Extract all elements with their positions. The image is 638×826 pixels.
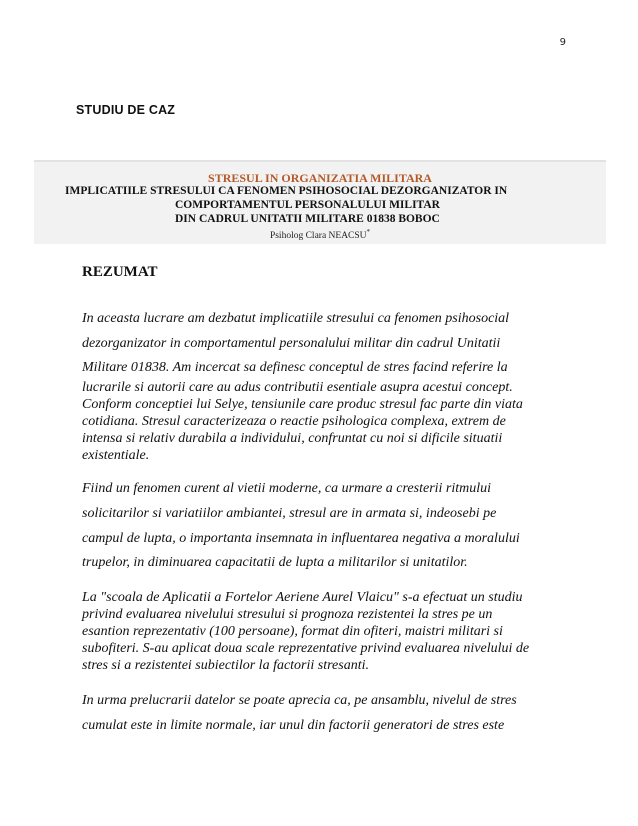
abstract-heading: REZUMAT <box>82 264 158 280</box>
article-subtitle-line-1: IMPLICATIILE STRESULUI CA FENOMEN PSIHOSOCIAL DEZORGANIZATOR IN <box>65 185 508 197</box>
author-footnote-mark: * <box>366 228 371 236</box>
article-subtitle-line-3: DIN CADRUL UNITATII MILITARE 01838 BOBOC <box>175 213 440 225</box>
title-banner <box>34 160 606 244</box>
author-line <box>34 228 606 241</box>
abstract-line: intensa si relativ durabila a individului, confruntat cu noi si dificile situatii <box>82 431 503 446</box>
abstract-line: subofiteri. S-au aplicat doua scale reprezentative privind evaluarea nivelului de <box>82 641 530 656</box>
abstract-line: Fiind un fenomen curent al vietii moderne, ca urmare a cresterii ritmului <box>82 481 492 496</box>
abstract-line: cumulat este in limite normale, iar unul din factorii generatori de stres este <box>82 718 505 733</box>
article-title: STRESUL IN ORGANIZATIA MILITARA <box>208 171 432 185</box>
article-subtitle-line-2: COMPORTAMENTUL PERSONALULUI MILITAR <box>175 199 440 211</box>
abstract-line: dezorganizator in comportamentul personalului militar din cadrul Unitatii <box>82 336 501 351</box>
abstract-line: existentiale. <box>82 448 150 463</box>
section-label: STUDIU DE CAZ <box>76 103 176 117</box>
page-number: 9 <box>559 37 566 48</box>
abstract-line: Conform conceptiei lui Selye, tensiunile care produc stresul fac parte din viata <box>82 397 523 412</box>
abstract-line: trupelor, in diminuarea capacitatii de lupta a militarilor si unitatilor. <box>82 555 468 570</box>
abstract-line: La "scoala de Aplicatii a Fortelor Aeriene Aurel Vlaicu" s-a efectuat un studiu <box>82 590 523 605</box>
abstract-line: stres si a rezistentei subiectilor la factorii stresanti. <box>82 658 369 673</box>
abstract-line: esantion reprezentativ (100 persoane), format din ofiteri, maistri militari si <box>82 624 503 639</box>
abstract-line: In urma prelucrarii datelor se poate aprecia ca, pe ansamblu, nivelul de stres <box>82 693 517 708</box>
abstract-line: campul de lupta, o importanta insemnata in influentarea negativa a moralului <box>82 531 520 546</box>
abstract-line: In aceasta lucrare am dezbatut implicatiile stresului ca fenomen psihosocial <box>82 311 510 326</box>
author-name: Psiholog Clara NEACSU <box>269 231 367 242</box>
abstract-line: Militare 01838. Am incercat sa definesc conceptul de stres facind referire la <box>82 360 508 375</box>
abstract-line: cotidiana. Stresul caracterizeaza o reactie psihologica complexa, extrem de <box>82 414 506 429</box>
abstract-line: solicitarilor si variatiilor ambiantei, stresul are in armata si, indeosebi pe <box>82 506 497 521</box>
abstract-line: privind evaluarea nivelului stresului si prognoza rezistentei la stres pe un <box>82 607 493 622</box>
abstract-line: lucrarile si autorii care au adus contributii esentiale asupra acestui concept. <box>82 380 513 395</box>
